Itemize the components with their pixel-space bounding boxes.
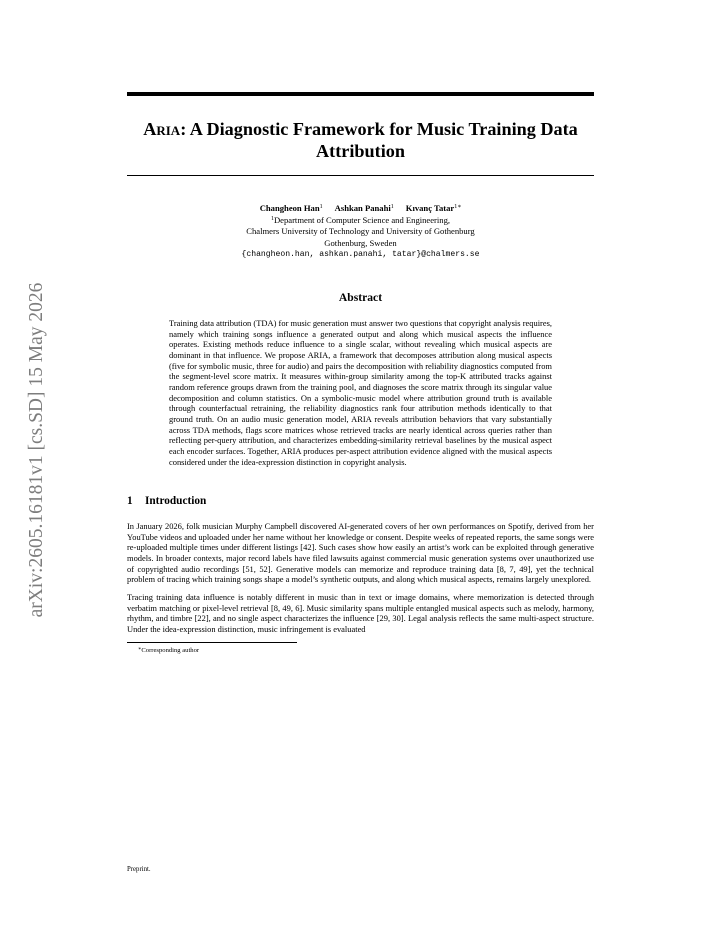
author-3: Kıvanç Tatar [405, 203, 455, 213]
author-block [127, 203, 594, 261]
section-heading-introduction: 1 Introduction [127, 495, 207, 508]
framework-name: Aria [143, 119, 181, 139]
footnote: ∗Corresponding author [138, 646, 200, 654]
title-top-rule [127, 92, 594, 96]
paper-page [127, 92, 594, 654]
intro-paragraph-1: In January 2026, folk musician Murphy Campbell discovered AI-generated covers of her own performances on Spotify, derived from her YouTube videos and uploaded under her name without her knowledge or consent. Despite weeks of repeated reports, the same songs were re-uploaded multiple times under different listings [42]. Such cases show how easily an artist’s work can be exploited through generative models. In broader contexts, major record labels have filed lawsuits against commercial music generation systems over unauthorized use of copyrighted audio recordings [51, 52]. Generative models can memorize and reproduce training data [8, 7, 49], yet the technical problem of tracing which training songs shape a model’s synthetic outputs, and along which musical aspects, remains largely unexplored. [127, 521, 594, 585]
preprint-label: Preprint. [127, 866, 151, 873]
title-bottom-rule [127, 175, 594, 176]
affiliation-line-1: $^1$Department of Computer Science and Engineering, [270, 214, 451, 225]
title-rest: : A Diagnostic Framework for Music Training Data Attribution [180, 119, 578, 161]
affiliation-line-3: Gothenburg, Sweden [324, 237, 397, 248]
affiliation-line-2: Chalmers University of Technology and University of Gothenburg [246, 226, 475, 237]
abstract-text: Training data attribution (TDA) for music generation must answer two questions that copyright analysis requires, namely which training songs influence a generated output and along which musical aspects the influence operates. Existing methods reduce influence to a single scalar, without revealing which musical aspects are dominant in that influence. We propose ARIA, a framework that decomposes attribution along musical aspects (five for symbolic music, three for audio) and pairs the decomposition with reliability diagnostics computed from the segment-level score matrix. It measures within-group similarity among the top-K attributed tracks against random reference groups drawn from the training pool, and diagnoses the score matrix through its singular value decomposition and column statistics. On a symbolic-music model where attribution ground truth is available through counterfactual retraining, the reliability diagnostics rank four attribution methods identically to that ground truth. On an audio music generation model, ARIA reveals attribution behaviors that vary substantially across TDA methods, flags score matrices whose retrieved tracks are nearly identical across queries rather than reflecting per-query attribution, and characterizes embedding-similarity retrieval baselines by the musical aspect each encoder surfaces. Together, ARIA produces per-aspect attribution evidence aligned with the musical aspects considered under the idea-expression distinction in copyright analysis. [169, 317, 552, 467]
arxiv-sidebar-stamp [22, 258, 52, 642]
author-emails: {changheon.han, ashkan.panahi, tatar}@chalmers.se [241, 250, 480, 260]
author-1: Changheon Han [259, 203, 320, 213]
intro-paragraph-2: Tracing training data influence is notably different in music than in text or image domains, where memorization is detected through verbatim matching or pixel-level retrieval [8, 49, 6]. Music similarity spans multiple entangled musical aspects such as melody, harmony, rhythm, and timbre [22], and no single aspect characterizes the influence [29, 30]. Legal analysis reflects the same multi-aspect structure. Under the idea-expression distinction, music infringement is evaluated [127, 592, 594, 635]
author-2: Ashkan Panahi [334, 203, 391, 213]
arxiv-identifier: arXiv:2605.16181v1 [cs.SD] 15 May 2026 [26, 282, 47, 618]
paper-title [133, 119, 588, 162]
footnote-rule [127, 642, 297, 643]
abstract-heading: Abstract [338, 290, 383, 304]
author-names: Changheon Han$^1$ Ashkan Panahi$^1$ Kıvanç Tatar$^{1∗}$ [259, 203, 462, 213]
